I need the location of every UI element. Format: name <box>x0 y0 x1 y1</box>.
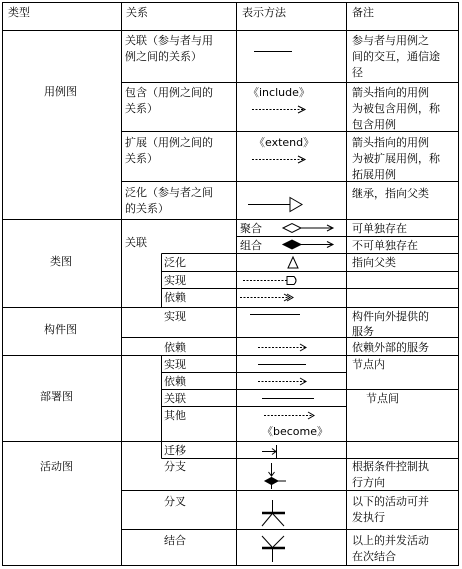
component-dependency-note: 依赖外部的服务 <box>352 341 429 354</box>
become-dashed-arrow-symbol <box>264 412 314 419</box>
usecase-extend-relation-line1: 扩展（用例之间的 <box>125 136 213 149</box>
deployment-diagram-label: 部署图 <box>40 390 73 403</box>
usecase-include-note-line2: 为被包含用例，称 <box>352 102 440 115</box>
deployment-association-note: 节点间 <box>366 392 399 405</box>
class-association-label: 关联 <box>125 236 147 249</box>
usecase-generalization-relation-line2: 的关系） <box>125 202 169 215</box>
class-diagram-label: 类图 <box>50 255 72 268</box>
deployment-realization-label: 实现 <box>164 358 186 371</box>
usecase-assoc-relation-line1: 关联（参与者与用 <box>125 34 213 47</box>
usecase-include-relation-line1: 包含（用例之间的 <box>125 86 213 99</box>
extend-dashed-arrow-symbol <box>252 156 305 163</box>
usecase-assoc-note-line3: 径 <box>352 66 363 79</box>
component-diagram-label: 构件图 <box>44 323 77 336</box>
component-dependency-label: 依赖 <box>164 341 186 354</box>
generalization-triangle-symbol <box>288 257 298 268</box>
fork-bar-symbol <box>262 500 285 526</box>
usecase-assoc-note-line2: 间的交互，通信途 <box>352 50 440 63</box>
composition-symbol <box>283 240 333 249</box>
component-realization-note-line1: 构件向外提供的 <box>352 310 429 323</box>
activity-fork-note-line1: 以下的活动可并 <box>352 495 429 508</box>
aggregation-symbol <box>283 224 333 233</box>
component-realization-note-line2: 服务 <box>352 325 374 338</box>
branch-diamond-symbol <box>265 463 286 489</box>
activity-fork-label: 分叉 <box>164 495 186 508</box>
header-relation: 关系 <box>126 6 148 19</box>
usecase-extend-note-line1: 箭头指向的用例 <box>352 136 429 149</box>
usecase-extend-note-line3: 拓展用例 <box>352 168 396 181</box>
deployment-realization-note: 节点内 <box>352 358 385 371</box>
activity-join-note-line2: 在次结合 <box>352 550 396 563</box>
join-bar-symbol <box>262 536 285 562</box>
usecase-diagram-label: 用例图 <box>44 85 77 98</box>
include-dashed-arrow-symbol <box>252 106 305 113</box>
activity-branch-label: 分支 <box>164 460 186 473</box>
class-realization-label: 实现 <box>164 274 186 287</box>
deployment-dependency-label: 依赖 <box>164 375 186 388</box>
composition-note: 不可单独存在 <box>352 239 418 252</box>
usecase-assoc-relation-line2: 例之间的关系） <box>125 50 202 63</box>
extend-stereotype-label: 《extend》 <box>254 136 315 149</box>
component-dependency-arrow-symbol <box>258 344 306 351</box>
activity-fork-note-line2: 发执行 <box>352 511 385 524</box>
transition-arrow-symbol <box>262 445 277 458</box>
header-notation: 表示方法 <box>242 6 286 19</box>
usecase-generalization-note: 继承，指向父类 <box>352 187 429 200</box>
usecase-include-note-line1: 箭头指向的用例 <box>352 86 429 99</box>
deployment-other-label: 其他 <box>164 409 186 422</box>
deployment-association-label: 关联 <box>164 392 186 405</box>
dependency-dashed-arrow-symbol <box>240 294 293 301</box>
usecase-extend-note-line2: 为被扩展用例，称 <box>352 152 440 165</box>
component-realization-label: 实现 <box>164 310 186 323</box>
class-generalization-note: 指向父类 <box>352 256 396 269</box>
header-type: 类型 <box>8 6 30 19</box>
aggregation-label: 聚合 <box>240 222 262 235</box>
class-dependency-label: 依赖 <box>164 291 186 304</box>
usecase-include-note-line3: 包含用例 <box>352 118 396 131</box>
activity-transition-label: 迁移 <box>164 444 186 457</box>
composition-label: 组合 <box>240 239 262 252</box>
include-stereotype-label: 《include》 <box>248 86 310 99</box>
realization-dashed-symbol <box>243 277 296 285</box>
activity-branch-note-line2: 行方向 <box>352 476 385 489</box>
usecase-extend-relation-line2: 关系） <box>125 152 158 165</box>
header-remark: 备注 <box>352 6 374 19</box>
class-generalization-label: 泛化 <box>164 256 186 269</box>
activity-branch-note-line1: 根据条件控制执 <box>352 460 429 473</box>
aggregation-note: 可单独存在 <box>352 222 407 235</box>
activity-join-label: 结合 <box>164 534 186 547</box>
deployment-dependency-arrow-symbol <box>258 378 306 385</box>
generalization-arrow-symbol <box>248 198 302 212</box>
usecase-generalization-relation-line1: 泛化（参与者之间 <box>125 186 213 199</box>
usecase-assoc-note-line1: 参与者与用例之 <box>352 34 429 47</box>
activity-diagram-label: 活动图 <box>40 460 73 473</box>
usecase-include-relation-line2: 关系） <box>125 102 158 115</box>
become-stereotype-label: 《become》 <box>262 425 329 438</box>
activity-join-note-line1: 以上的并发活动 <box>352 534 429 547</box>
